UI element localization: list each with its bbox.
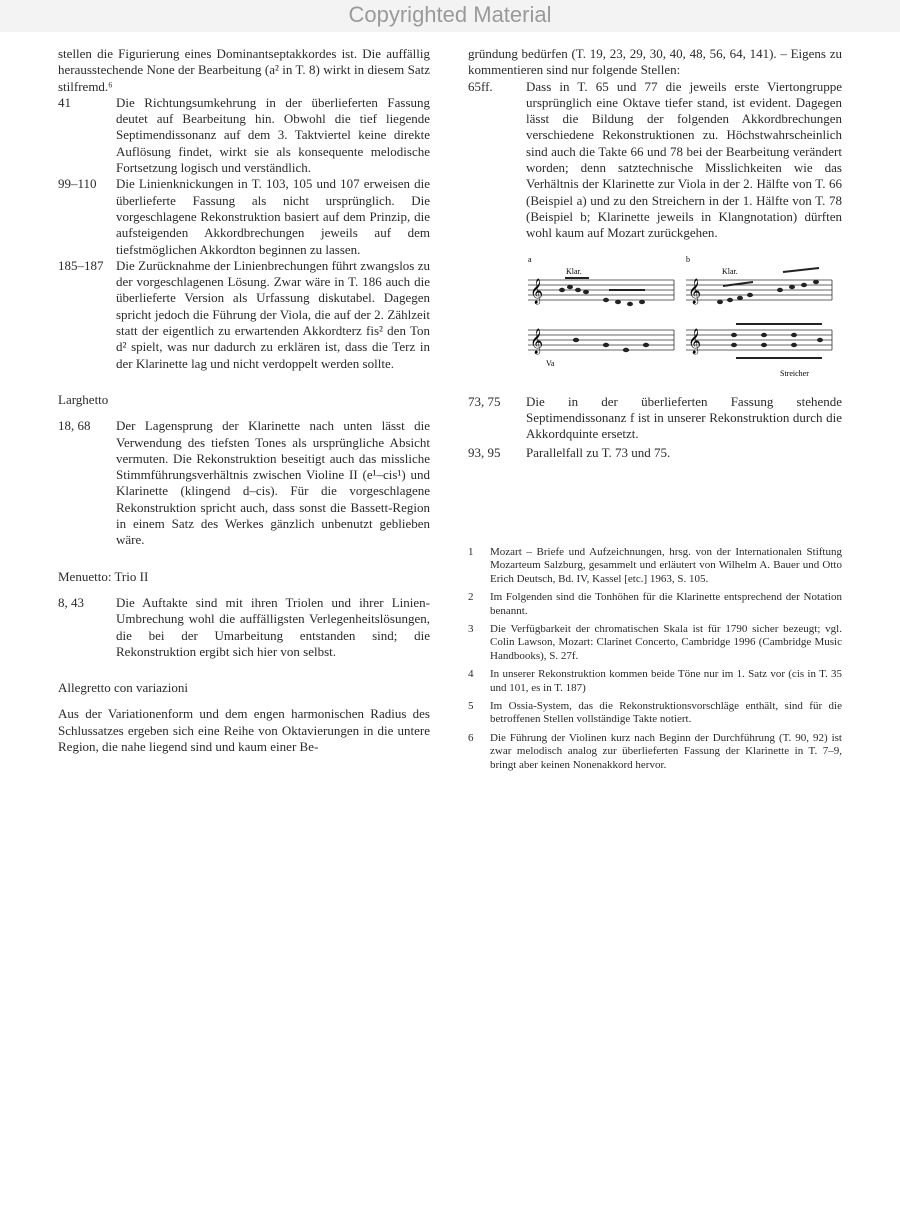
music-example-a	[526, 254, 676, 384]
entry-65ff	[468, 79, 842, 242]
treble-clef-icon: 𝄞	[688, 327, 702, 353]
music-example-b	[684, 254, 834, 384]
example-label-a: a	[528, 254, 532, 264]
footnote-number: 3	[468, 623, 474, 636]
entry-8-43	[58, 595, 430, 660]
right-column	[468, 46, 842, 462]
footnote-3	[468, 623, 842, 663]
footnote-text: Im Ossia-System, das die Rekonstruktionsvorschläge enthält, sind für die betroffenen Stellen vollständige Takte notiert.	[490, 700, 842, 726]
footnote-4	[468, 668, 842, 695]
entry-text: Der Lagensprung der Klarinette nach unten lässt die Verwendung des tiefsten Tones als ursprüngliche Absicht vermuten. Die Rekonstruktion beseitigt auch das missliche Stimmführungsverhältnis zwischen Violine II (e¹–cis¹) und Klarinette (klingend d–cis). Für die vorgeschlagene Rekonstruktion spricht auch, dass sonst die Bassett-Region in einem Satz des Werkes gänzlich unbenutzt geblieben wäre.	[116, 418, 430, 548]
copyright-banner: Copyrighted Material	[0, 0, 900, 32]
footnote-number: 1	[468, 546, 474, 558]
entry-18-68	[58, 418, 430, 548]
entry-text: Die Richtungsumkehrung in der überlieferten Fassung deutet auf Bearbeitung hin. Obwohl die tief liegende Septimendissonanz auf dem 3. Taktviertel keine direkte Auflösung findet, wirkt sie als konsequente melodische Fortsetzung logisch und verständlich.	[116, 94, 430, 176]
entry-number: 93, 95	[468, 445, 501, 461]
footnote-number: 6	[468, 731, 474, 744]
entry-text: Parallelfall zu T. 73 und 75.	[526, 445, 671, 461]
footnote-2	[468, 591, 842, 618]
left-column	[58, 46, 430, 755]
footnote-number: 2	[468, 591, 474, 604]
footnote-text: Im Folgenden sind die Tonhöhen für die Klarinette entsprechend der Notation benannt.	[490, 591, 842, 617]
left-intro: stellen die Figurierung eines Dominantseptakkordes ist. Die auffällig herausstechende None der Bearbeitung (a² in T. 8) wirkt in diesem Satz stilfremd.⁶	[58, 46, 430, 94]
entry-number: 41	[58, 94, 71, 110]
entry-text: Die Linienknickungen in T. 103, 105 und 107 erweisen die überlieferte Fassung als nicht ursprünglich. Die vorgeschlagene Rekonstruktion basiert auf dem Prinzip, die aufsteigenden Akkordbrechungen jeweils auf dem tiefstmöglichen Akkordton beginnen zu lassen.	[116, 176, 430, 257]
footnote-text: In unserer Rekonstruktion kommen beide Töne nur im 1. Satz vor (cis in T. 35 und 101, es in T. 187)	[490, 668, 842, 694]
entry-73-75	[468, 394, 842, 443]
notes-upper-b	[717, 279, 819, 303]
viola-label-a: Va	[546, 358, 555, 368]
left-closing-paragraph: Aus der Variationenform und dem engen harmonischen Radius des Schlussatzes ergeben sich eine Reihe von Oktavierungen in die untere Region, die nahe liegend sind und kaum einer Be-	[58, 706, 430, 754]
treble-clef-icon: 𝄞	[530, 327, 544, 353]
strings-label-b: Streicher	[780, 368, 809, 378]
section-heading-larghetto: Larghetto	[58, 391, 109, 407]
staff-upper-b	[686, 280, 832, 300]
footnote-text: Die Führung der Violinen kurz nach Beginn der Durchführung (T. 90, 92) ist zwar melodisch analog zur überlieferten Fassung der Klarinette in T. 7–9, bringt aber keinen Nonenakkord hervor.	[490, 731, 842, 771]
staff-lower-a	[528, 330, 674, 350]
entry-number: 99–110	[58, 176, 97, 192]
entry-text: Die in der überlieferten Fassung stehende Septimendissonanz f ist in unserer Rekonstruktion durch die Akkordquinte ersetzt.	[526, 393, 842, 442]
entry-number: 185–187	[58, 257, 104, 273]
section-heading-menuetto: Menuetto: Trio II	[58, 568, 149, 584]
entry-number: 18, 68	[58, 418, 91, 434]
entry-99-110	[58, 176, 430, 257]
footnote-5	[468, 700, 842, 727]
entry-93-95	[468, 445, 842, 461]
notes-upper-a	[559, 284, 645, 305]
treble-clef-icon: 𝄞	[688, 277, 702, 303]
staff-upper-a	[528, 280, 674, 300]
footnote-number: 5	[468, 700, 474, 713]
entry-number: 73, 75	[468, 393, 501, 409]
footnote-1	[468, 546, 842, 586]
right-intro: gründung bedürfen (T. 19, 23, 29, 30, 40, 48, 56, 64, 141). – Eigens zu kommentieren sind nur folgende Stellen:	[468, 46, 842, 78]
entry-number: 65ff.	[468, 78, 493, 94]
section-heading-allegretto: Allegretto con variazioni	[58, 680, 188, 696]
footnote-text: Mozart – Briefe und Aufzeichnungen, hrsg. von der Internationalen Stiftung Mozarteum Salzburg, gesammelt und erläutert von Wilhelm A. Bauer und Otto Erich Deutsch, Bd. IV, Kassel [etc.] 1963, S. 105.	[490, 546, 842, 585]
entry-185-187	[58, 258, 430, 372]
footnote-text: Die Verfügbarkeit der chromatischen Skala ist für 1790 sicher bezeugt; vgl. Colin Lawson, Mozart: Clarinet Concerto, Cambridge 1996 (Cambridge Music Handbooks), S. 27f.	[490, 623, 842, 662]
entry-41	[58, 95, 430, 176]
treble-clef-icon: 𝄞	[530, 277, 544, 303]
entry-text: Die Zurücknahme der Linienbrechungen führt zwangslos zu der vorgeschlagenen Lösung. Zwar wäre in T. 186 auch die überlieferte Version als Urfassung diskutabel. Dagegen spricht jedoch die Führung der Viola, die auf der 2. Zählzeit statt der eigentlich zu erwartenden Akkordterz fis² den Ton d² spielt, was nur dadurch zu erklären ist, dass die Terz in der Klarinette lag und nicht verdoppelt werden sollte.	[116, 257, 430, 371]
clarinet-label-a: Klar.	[566, 266, 582, 276]
music-examples	[526, 254, 842, 384]
footnotes	[468, 546, 842, 777]
footnote-6	[468, 732, 842, 772]
staff-lower-b	[686, 330, 832, 350]
entry-number: 8, 43	[58, 594, 84, 610]
beams-lower-b	[736, 324, 822, 358]
clarinet-label-b: Klar.	[722, 266, 738, 276]
footnote-number: 4	[468, 668, 474, 681]
entry-text: Die Auftakte sind mit ihren Triolen und ihrer Linien-Umbrechung wohl die auffälligsten Verlegenheitslösungen, die bei der Umarbeitung entstanden sind; die Rekonstruktion ergibt sich hier von selbst.	[116, 594, 430, 659]
example-label-b: b	[686, 254, 690, 264]
entry-text: Dass in T. 65 und 77 die jeweils erste Viertongruppe ursprünglich eine Oktave tiefer stand, ist evident. Dagegen lässt die Bildung der folgenden Akkordbrechungen verschiedene Rekonstruktionen zu. Höchstwahrscheinlich sind auch die Takte 66 und 78 bei der Bearbeitung verändert worden; denn satztechnische Misslichkeiten wie das Verhältnis der Klarinette zur Viola in der 2. Hälfte von T. 66 (Beispiel a) und zu den Streichern in der 1. Hälfte von T. 78 (Beispiel b; Klarinette jeweils in Klangnotation) dürften wohl kaum auf Mozart zurückgehen.	[526, 78, 842, 241]
